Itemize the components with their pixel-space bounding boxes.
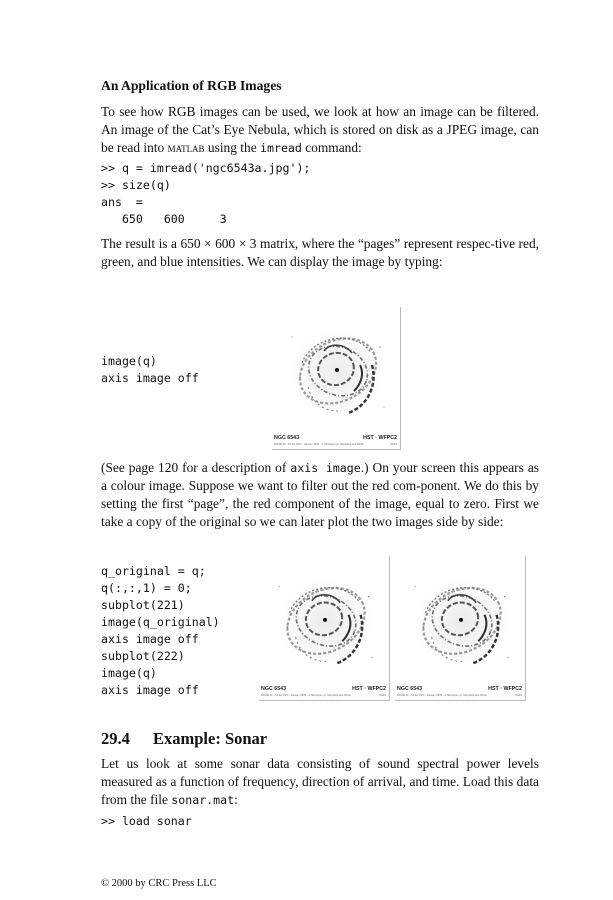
code-line: q(:,:,1) = 0; (101, 581, 192, 595)
matlab-smallcaps: matlab (167, 141, 205, 155)
code-line: image(q) (101, 354, 157, 368)
subsection-heading: An Application of RGB Images (101, 78, 282, 93)
nebula-figure-subplot-filtered (395, 556, 526, 701)
code-line: >> size(q) (101, 178, 171, 192)
paragraph-text: To see how RGB images can be used, we look at how an image can be filtered. An image of the Cat’s Eye Nebula, which is stored on disk as a JPEG image, can be read into (101, 104, 539, 155)
figure-credit: PRC95-01 · ST ScI OPO · January 1995 · J. Harrington (U. Maryland) and NASA (274, 443, 364, 446)
code-block-image (101, 353, 199, 387)
figure-credit: PRC95-01 · ST ScI OPO · January 1995 · J. Harrington (U. Maryland) and NASA (397, 694, 487, 697)
code-line: >> q = imread('ngc6543a.jpg'); (101, 161, 311, 175)
code-line: >> load sonar (101, 814, 192, 828)
code-block-subplot (101, 563, 220, 699)
section-title: Example: Sonar (153, 729, 268, 748)
figure-object-label: NGC 6543 (261, 686, 287, 692)
figure-credit: PRC95-01 · ST ScI OPO · January 1995 · J. Harrington (U. Maryland) and NASA (261, 694, 351, 697)
nebula-figure-subplot-original (259, 556, 390, 701)
figure-instrument-label: HST · WFPC2 (352, 686, 386, 692)
code-line: subplot(221) (101, 598, 185, 612)
figure-object-label: NGC 6543 (397, 686, 423, 692)
figure-credit-right: NASA (515, 694, 522, 697)
code-line: 650 600 3 (101, 212, 227, 226)
figure-object-label: NGC 6543 (274, 435, 300, 441)
code-line: axis image off (101, 371, 199, 385)
figure-credit-right: NASA (379, 694, 386, 697)
section-number: 29.4 (101, 729, 130, 748)
paragraph-sonar (101, 755, 539, 809)
section-heading (101, 729, 267, 749)
inline-code: axis image (290, 461, 361, 475)
nebula-image (272, 307, 400, 449)
paragraph-text: .) On your screen this appears as a colour image. Suppose we want to filter out the red com-ponent. We do this by setting the first “page”, the red component of the image, equal to zero. First we take a copy of the original so we can later plot the two images side by side: (101, 460, 539, 529)
paragraph-text: : (234, 792, 238, 807)
code-line: q_original = q; (101, 564, 206, 578)
nebula-image (395, 556, 525, 700)
code-line: image(q) (101, 666, 157, 680)
paragraph-text: using the (204, 140, 260, 155)
inline-code: sonar.mat (171, 793, 235, 807)
inline-code: imread (260, 141, 302, 155)
copyright-footer: © 2000 by CRC Press LLC (101, 878, 217, 889)
nebula-figure-original (272, 307, 401, 450)
nebula-image (259, 556, 389, 700)
paragraph-matrix: The result is a 650 × 600 × 3 matrix, where the “pages” represent respec-tive red, green, and blue intensities. We can display the image by typing: (101, 236, 539, 269)
paragraph-intro (101, 103, 539, 157)
figure-credit-right: NASA (390, 443, 397, 446)
figure-instrument-label: HST · WFPC2 (363, 435, 397, 441)
paragraph-text: (See page 120 for a description of (101, 460, 291, 475)
code-line: axis image off (101, 683, 199, 697)
code-block-imread (101, 160, 310, 228)
code-block-load (101, 813, 192, 830)
figure-instrument-label: HST · WFPC2 (488, 686, 522, 692)
code-line: subplot(222) (101, 649, 185, 663)
code-line: image(q_original) (101, 615, 220, 629)
code-line: axis image off (101, 632, 199, 646)
paragraph-text: command: (301, 140, 362, 155)
paragraph-text: Let us look at some sonar data consisting of sound spectral power levels measured as a function of frequency, direction of arrival, and time. Load this data from the file (101, 756, 539, 807)
paragraph-filter (101, 459, 539, 531)
code-line: ans = (101, 195, 143, 209)
